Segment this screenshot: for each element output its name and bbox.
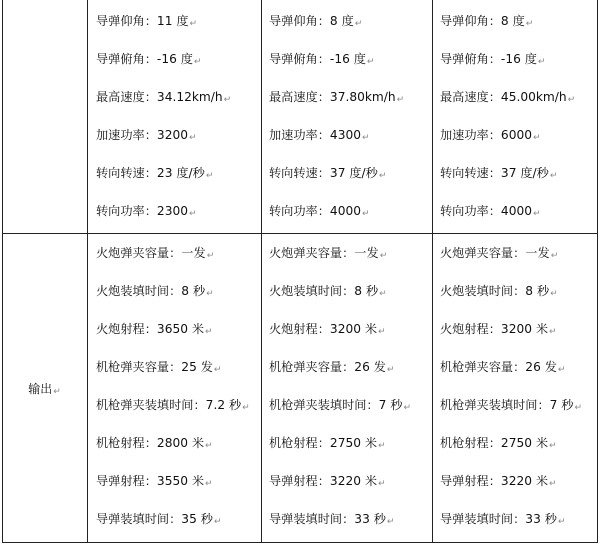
table-cell-line bbox=[440, 512, 565, 528]
table-cell-text: 导弹仰角：11 度 bbox=[96, 14, 189, 28]
paragraph-mark: ↵ bbox=[549, 327, 557, 337]
table-cell-line bbox=[440, 246, 558, 262]
table-cell-line bbox=[269, 512, 394, 528]
table-cell-text: 机枪弹夹容量：26 发 bbox=[269, 360, 386, 374]
table-cell-text: 导弹仰角：8 度 bbox=[440, 14, 525, 28]
table-cell-text: 火炮射程：3200 米 bbox=[269, 322, 378, 336]
table-cell-text: 加速功率：6000 bbox=[440, 128, 532, 142]
table-column-divider bbox=[87, 0, 88, 543]
table-cell-text: 导弹装填时间：33 秒 bbox=[269, 512, 386, 526]
table-cell-line bbox=[269, 52, 374, 68]
table-cell-text: 机枪弹夹容量：25 发 bbox=[96, 360, 213, 374]
paragraph-mark: ↵ bbox=[53, 387, 61, 397]
paragraph-mark: ↵ bbox=[532, 209, 541, 219]
table-row-divider bbox=[2, 233, 598, 234]
table-cell-line bbox=[440, 360, 565, 376]
table-cell-text: 导弹仰角：8 度 bbox=[269, 14, 354, 28]
table-border-bottom bbox=[2, 542, 598, 543]
table-cell-text: 机枪弹夹装填时间：7.2 秒 bbox=[96, 398, 242, 412]
table-cell-text: 导弹装填时间：35 秒 bbox=[96, 512, 213, 526]
table-column-divider bbox=[261, 0, 262, 543]
table-cell-text: 最高速度：34.12km/h bbox=[96, 90, 223, 104]
table-cell-line bbox=[96, 128, 197, 144]
table-cell-text: 导弹射程：3550 米 bbox=[96, 474, 205, 488]
table-cell-line bbox=[269, 166, 386, 182]
table-cell-line bbox=[96, 322, 213, 338]
table-cell-text: 转向转速：37 度/秒 bbox=[440, 166, 549, 180]
paragraph-mark: ↵ bbox=[549, 171, 558, 181]
table-cell-line bbox=[440, 474, 557, 490]
table-cell-text: 机枪弹夹容量：26 发 bbox=[440, 360, 557, 374]
table-cell-text: 导弹俯角：-16 度 bbox=[96, 52, 193, 66]
paragraph-mark: ↵ bbox=[242, 403, 250, 413]
paragraph-mark: ↵ bbox=[537, 57, 546, 67]
paragraph-mark: ↵ bbox=[550, 251, 559, 261]
paragraph-mark: ↵ bbox=[386, 365, 395, 375]
paragraph-mark: ↵ bbox=[532, 133, 541, 143]
paragraph-mark: ↵ bbox=[403, 403, 412, 413]
table-cell-text: 导弹装填时间：33 秒 bbox=[440, 512, 557, 526]
table-cell-text: 火炮弹夹容量：一发 bbox=[96, 246, 206, 260]
table-cell-line bbox=[269, 474, 386, 490]
table-cell-line bbox=[440, 398, 582, 414]
paragraph-mark: ↵ bbox=[525, 19, 534, 29]
paragraph-mark: ↵ bbox=[574, 403, 583, 413]
spec-table bbox=[2, 0, 598, 543]
table-cell-line bbox=[269, 14, 362, 30]
table-cell-text: 加速功率：4300 bbox=[269, 128, 361, 142]
paragraph-mark: ↵ bbox=[361, 133, 370, 143]
table-cell-text: 最高速度：45.00km/h bbox=[440, 90, 567, 104]
paragraph-mark: ↵ bbox=[567, 95, 576, 105]
table-cell-line bbox=[440, 322, 557, 338]
table-cell-line bbox=[440, 284, 558, 300]
table-cell-line bbox=[96, 90, 231, 106]
paragraph-mark: ↵ bbox=[188, 133, 197, 143]
table-cell-line bbox=[440, 436, 557, 452]
table-cell-line bbox=[440, 90, 575, 106]
table-cell-line bbox=[440, 52, 545, 68]
paragraph-mark: ↵ bbox=[378, 441, 386, 451]
table-cell-text: 火炮弹夹容量：一发 bbox=[269, 246, 379, 260]
table-cell-line bbox=[440, 204, 541, 220]
paragraph-mark: ↵ bbox=[223, 95, 232, 105]
paragraph-mark: ↵ bbox=[205, 441, 213, 451]
paragraph-mark: ↵ bbox=[378, 479, 386, 489]
table-cell-line bbox=[96, 436, 213, 452]
paragraph-mark: ↵ bbox=[379, 289, 387, 299]
paragraph-mark: ↵ bbox=[193, 57, 202, 67]
table-cell-text: 火炮装填时间：8 秒 bbox=[440, 284, 550, 298]
table-cell-line bbox=[96, 284, 214, 300]
table-cell-line bbox=[96, 512, 221, 528]
table-cell-line bbox=[269, 90, 404, 106]
paragraph-mark: ↵ bbox=[379, 251, 388, 261]
paragraph-mark: ↵ bbox=[366, 57, 375, 67]
paragraph-mark: ↵ bbox=[550, 289, 558, 299]
output-label-text: 输出 bbox=[28, 382, 53, 396]
paragraph-mark: ↵ bbox=[354, 19, 363, 29]
paragraph-mark: ↵ bbox=[361, 209, 370, 219]
paragraph-mark: ↵ bbox=[189, 19, 198, 29]
paragraph-mark: ↵ bbox=[205, 171, 214, 181]
table-cell-line bbox=[96, 204, 197, 220]
paragraph-mark: ↵ bbox=[206, 289, 214, 299]
table-cell-text: 机枪射程：2800 米 bbox=[96, 436, 205, 450]
paragraph-mark: ↵ bbox=[213, 517, 222, 527]
table-cell-line bbox=[96, 246, 214, 262]
table-cell-line bbox=[96, 166, 213, 182]
paragraph-mark: ↵ bbox=[378, 327, 386, 337]
output-label bbox=[2, 380, 87, 397]
table-cell-text: 加速功率：3200 bbox=[96, 128, 188, 142]
table-cell-text: 机枪弹夹装填时间：7 秒 bbox=[269, 398, 403, 412]
table-cell-text: 火炮弹夹容量：一发 bbox=[440, 246, 550, 260]
table-cell-text: 火炮装填时间：8 秒 bbox=[269, 284, 379, 298]
paragraph-mark: ↵ bbox=[386, 517, 395, 527]
table-cell-text: 导弹俯角：-16 度 bbox=[440, 52, 537, 66]
paragraph-mark: ↵ bbox=[213, 365, 222, 375]
paragraph-mark: ↵ bbox=[378, 171, 387, 181]
table-cell-line bbox=[269, 246, 387, 262]
table-cell-line bbox=[269, 360, 394, 376]
paragraph-mark: ↵ bbox=[188, 209, 197, 219]
table-cell-line bbox=[96, 360, 221, 376]
table-cell-text: 转向转速：37 度/秒 bbox=[269, 166, 378, 180]
table-cell-line bbox=[269, 128, 370, 144]
table-cell-text: 机枪射程：2750 米 bbox=[440, 436, 549, 450]
table-cell-line bbox=[269, 398, 411, 414]
table-cell-line bbox=[269, 322, 386, 338]
table-cell-text: 机枪弹夹装填时间：7 秒 bbox=[440, 398, 574, 412]
paragraph-mark: ↵ bbox=[206, 251, 215, 261]
paragraph-mark: ↵ bbox=[549, 479, 557, 489]
table-cell-line bbox=[440, 166, 557, 182]
table-cell-line bbox=[96, 474, 213, 490]
table-cell-text: 转向功率：4000 bbox=[440, 204, 532, 218]
table-cell-text: 导弹射程：3220 米 bbox=[269, 474, 378, 488]
table-cell-text: 导弹射程：3220 米 bbox=[440, 474, 549, 488]
table-border-right bbox=[597, 0, 598, 543]
table-cell-line bbox=[96, 14, 197, 30]
table-cell-line bbox=[440, 128, 541, 144]
table-cell-text: 火炮装填时间：8 秒 bbox=[96, 284, 206, 298]
table-cell-line bbox=[96, 398, 250, 414]
table-cell-text: 转向功率：4000 bbox=[269, 204, 361, 218]
table-border-left bbox=[2, 0, 3, 543]
table-cell-line bbox=[269, 284, 387, 300]
paragraph-mark: ↵ bbox=[205, 327, 213, 337]
table-cell-text: 导弹俯角：-16 度 bbox=[269, 52, 366, 66]
table-cell-text: 火炮射程：3200 米 bbox=[440, 322, 549, 336]
paragraph-mark: ↵ bbox=[205, 479, 213, 489]
table-cell-line bbox=[269, 204, 370, 220]
paragraph-mark: ↵ bbox=[549, 441, 557, 451]
table-cell-line bbox=[96, 52, 201, 68]
paragraph-mark: ↵ bbox=[396, 95, 405, 105]
table-cell-text: 机枪射程：2750 米 bbox=[269, 436, 378, 450]
table-cell-line bbox=[440, 14, 533, 30]
table-cell-text: 火炮射程：3650 米 bbox=[96, 322, 205, 336]
table-cell-text: 转向转速：23 度/秒 bbox=[96, 166, 205, 180]
table-column-divider bbox=[432, 0, 433, 543]
table-cell-text: 最高速度：37.80km/h bbox=[269, 90, 396, 104]
table-cell-text: 转向功率：2300 bbox=[96, 204, 188, 218]
paragraph-mark: ↵ bbox=[557, 365, 566, 375]
paragraph-mark: ↵ bbox=[557, 517, 566, 527]
table-cell-line bbox=[269, 436, 386, 452]
